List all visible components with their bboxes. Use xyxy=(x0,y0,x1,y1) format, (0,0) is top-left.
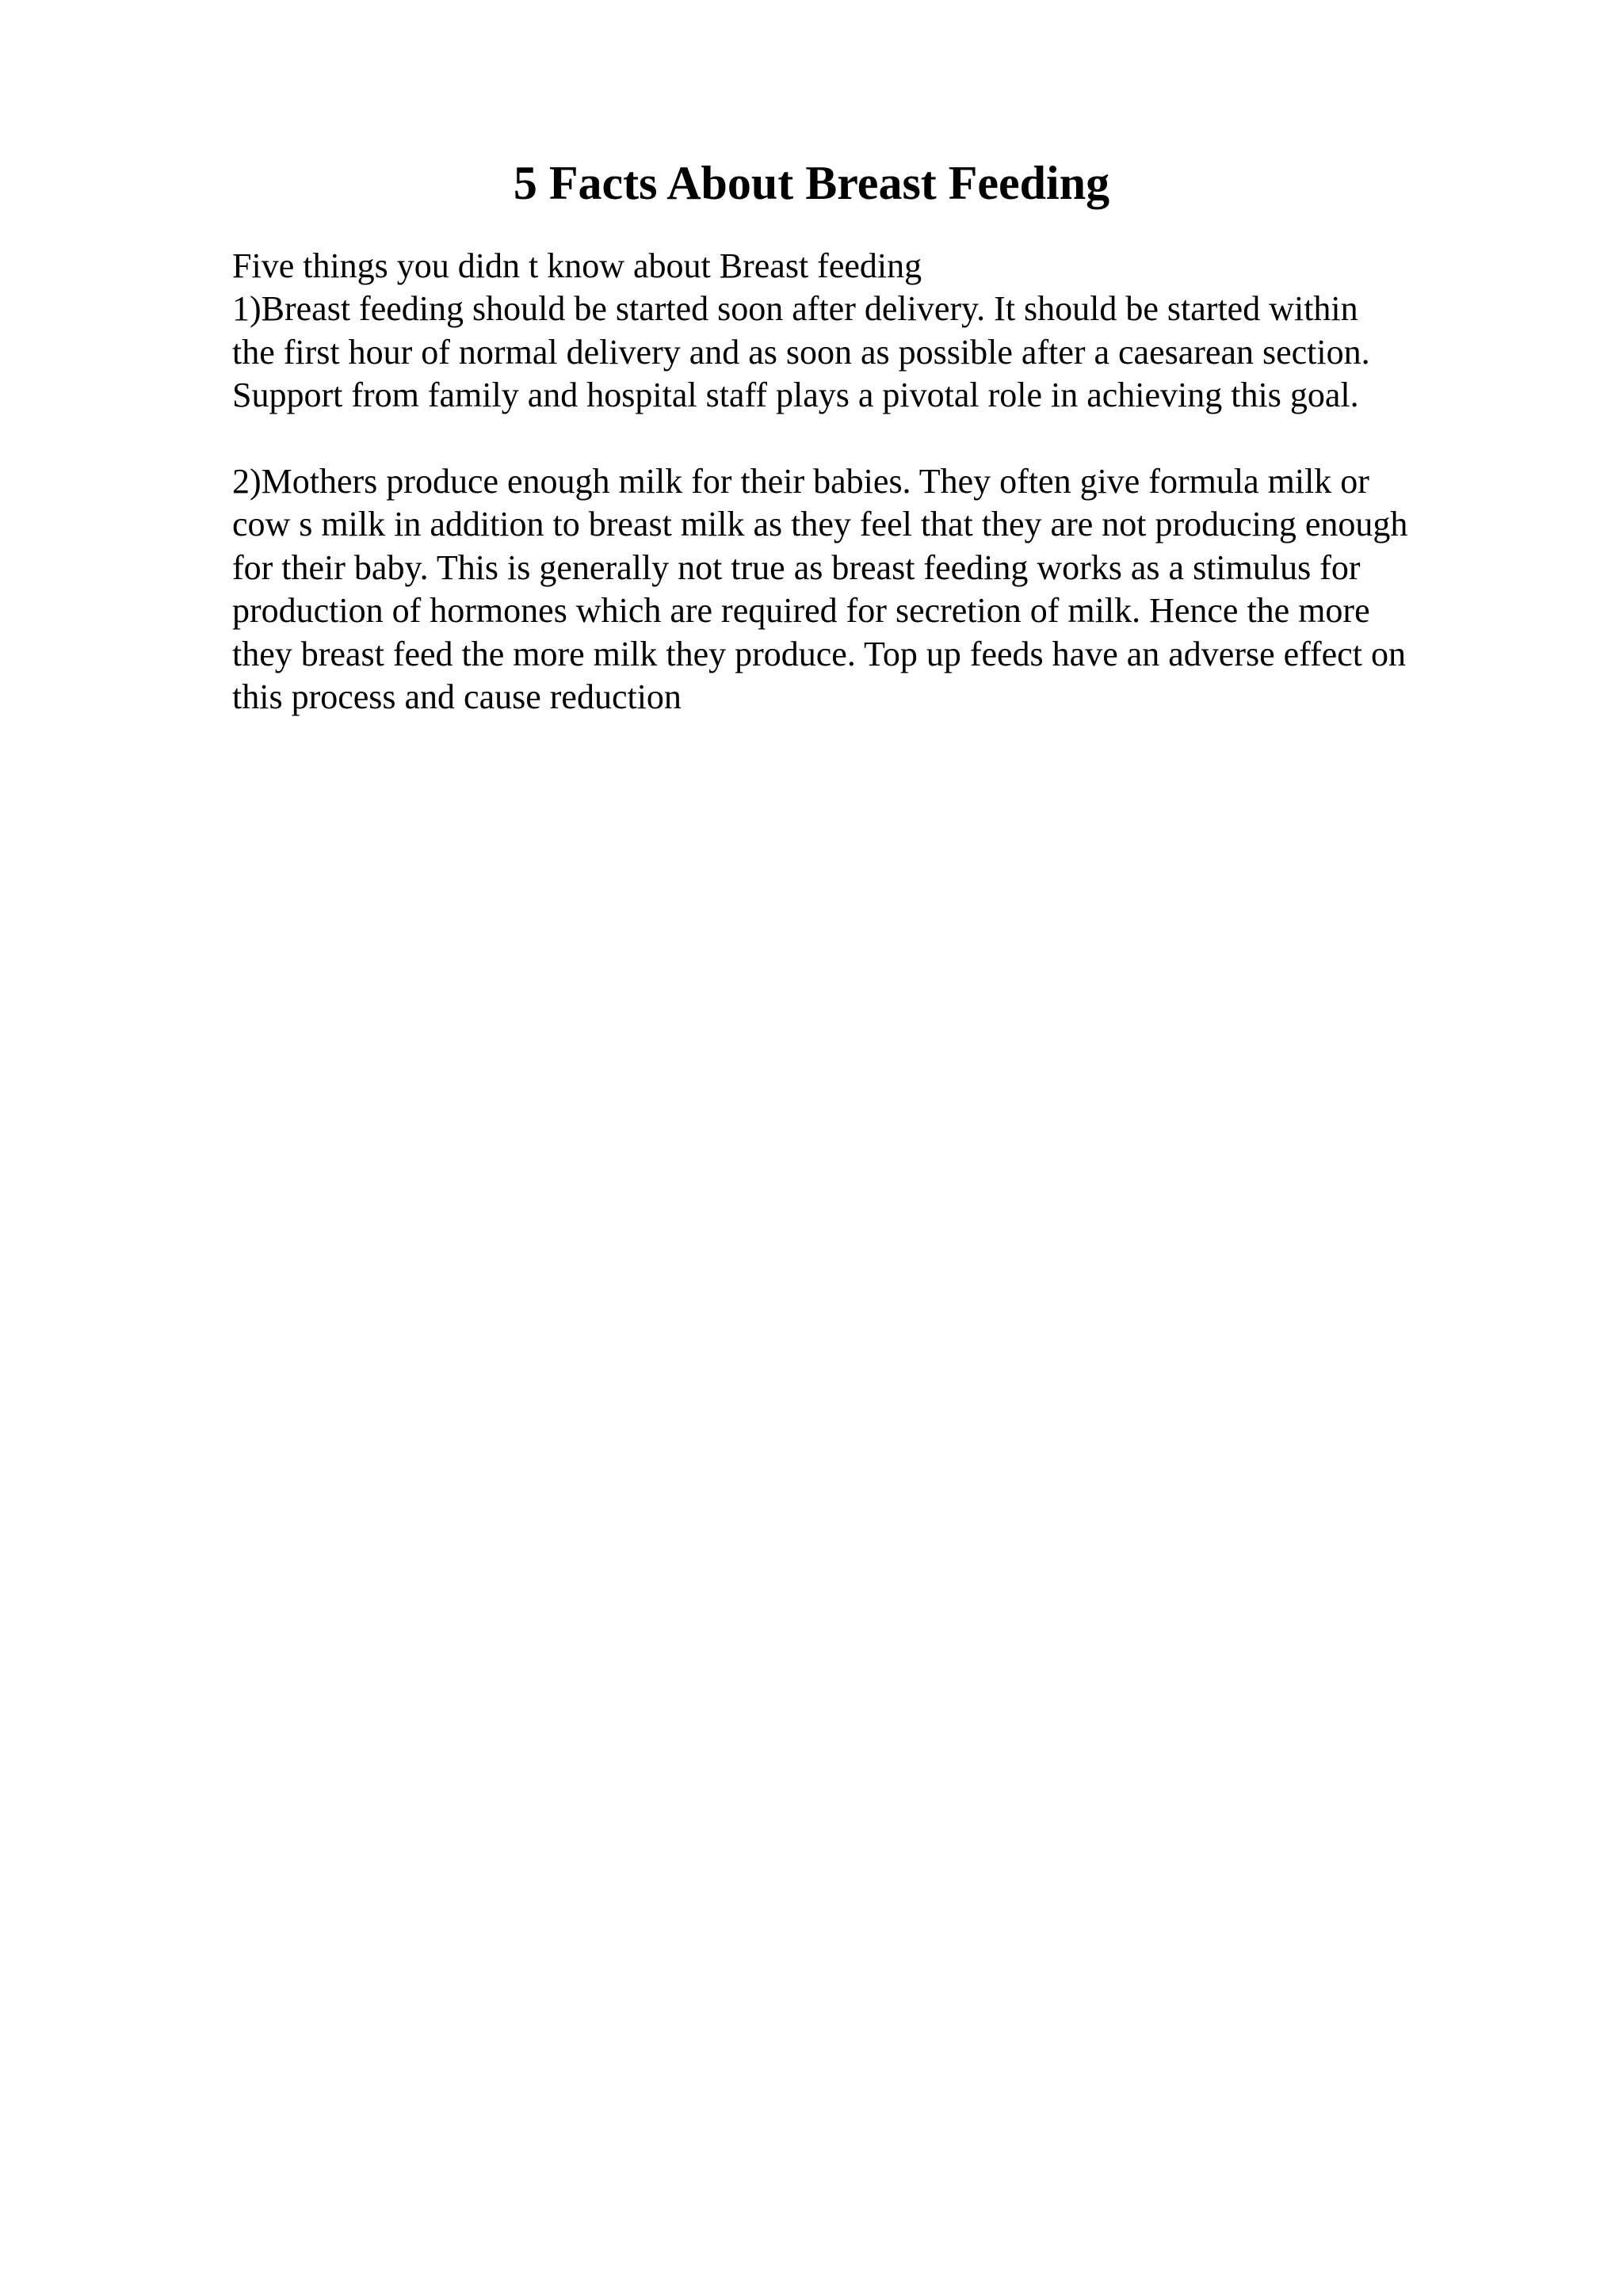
fact-2-line: for their baby. This is generally not true as breast feeding works as a stimulus for xyxy=(232,547,1361,587)
fact-1-line: the first hour of normal delivery and as soon as possible after a caesarean section. xyxy=(232,332,1370,372)
fact-2-paragraph xyxy=(232,460,1532,719)
document-body xyxy=(232,245,1532,719)
page-title: 5 Facts About Breast Feeding xyxy=(513,157,1110,209)
fact-2-line: 2)Mothers produce enough milk for their babies. They often give formula milk or xyxy=(232,462,1369,502)
fact-2-line: they breast feed the more milk they produce. Top up feeds have an adverse effect on xyxy=(232,634,1406,673)
fact-2-line: this process and cause reduction xyxy=(232,677,682,717)
fact-2-line: cow s milk in addition to breast milk as they feel that they are not producing enough xyxy=(232,505,1408,544)
fact-1-paragraph xyxy=(232,288,1532,417)
intro-line: Five things you didn t know about Breast feeding xyxy=(232,246,922,285)
fact-1-line: 1)Breast feeding should be started soon after delivery. It should be started within xyxy=(232,289,1358,329)
fact-2-line: production of hormones which are required for secretion of milk. Hence the more xyxy=(232,591,1370,631)
paragraph-spacer xyxy=(232,418,1532,460)
fact-1-line: Support from family and hospital staff plays a pivotal role in achieving this goal. xyxy=(232,376,1359,415)
